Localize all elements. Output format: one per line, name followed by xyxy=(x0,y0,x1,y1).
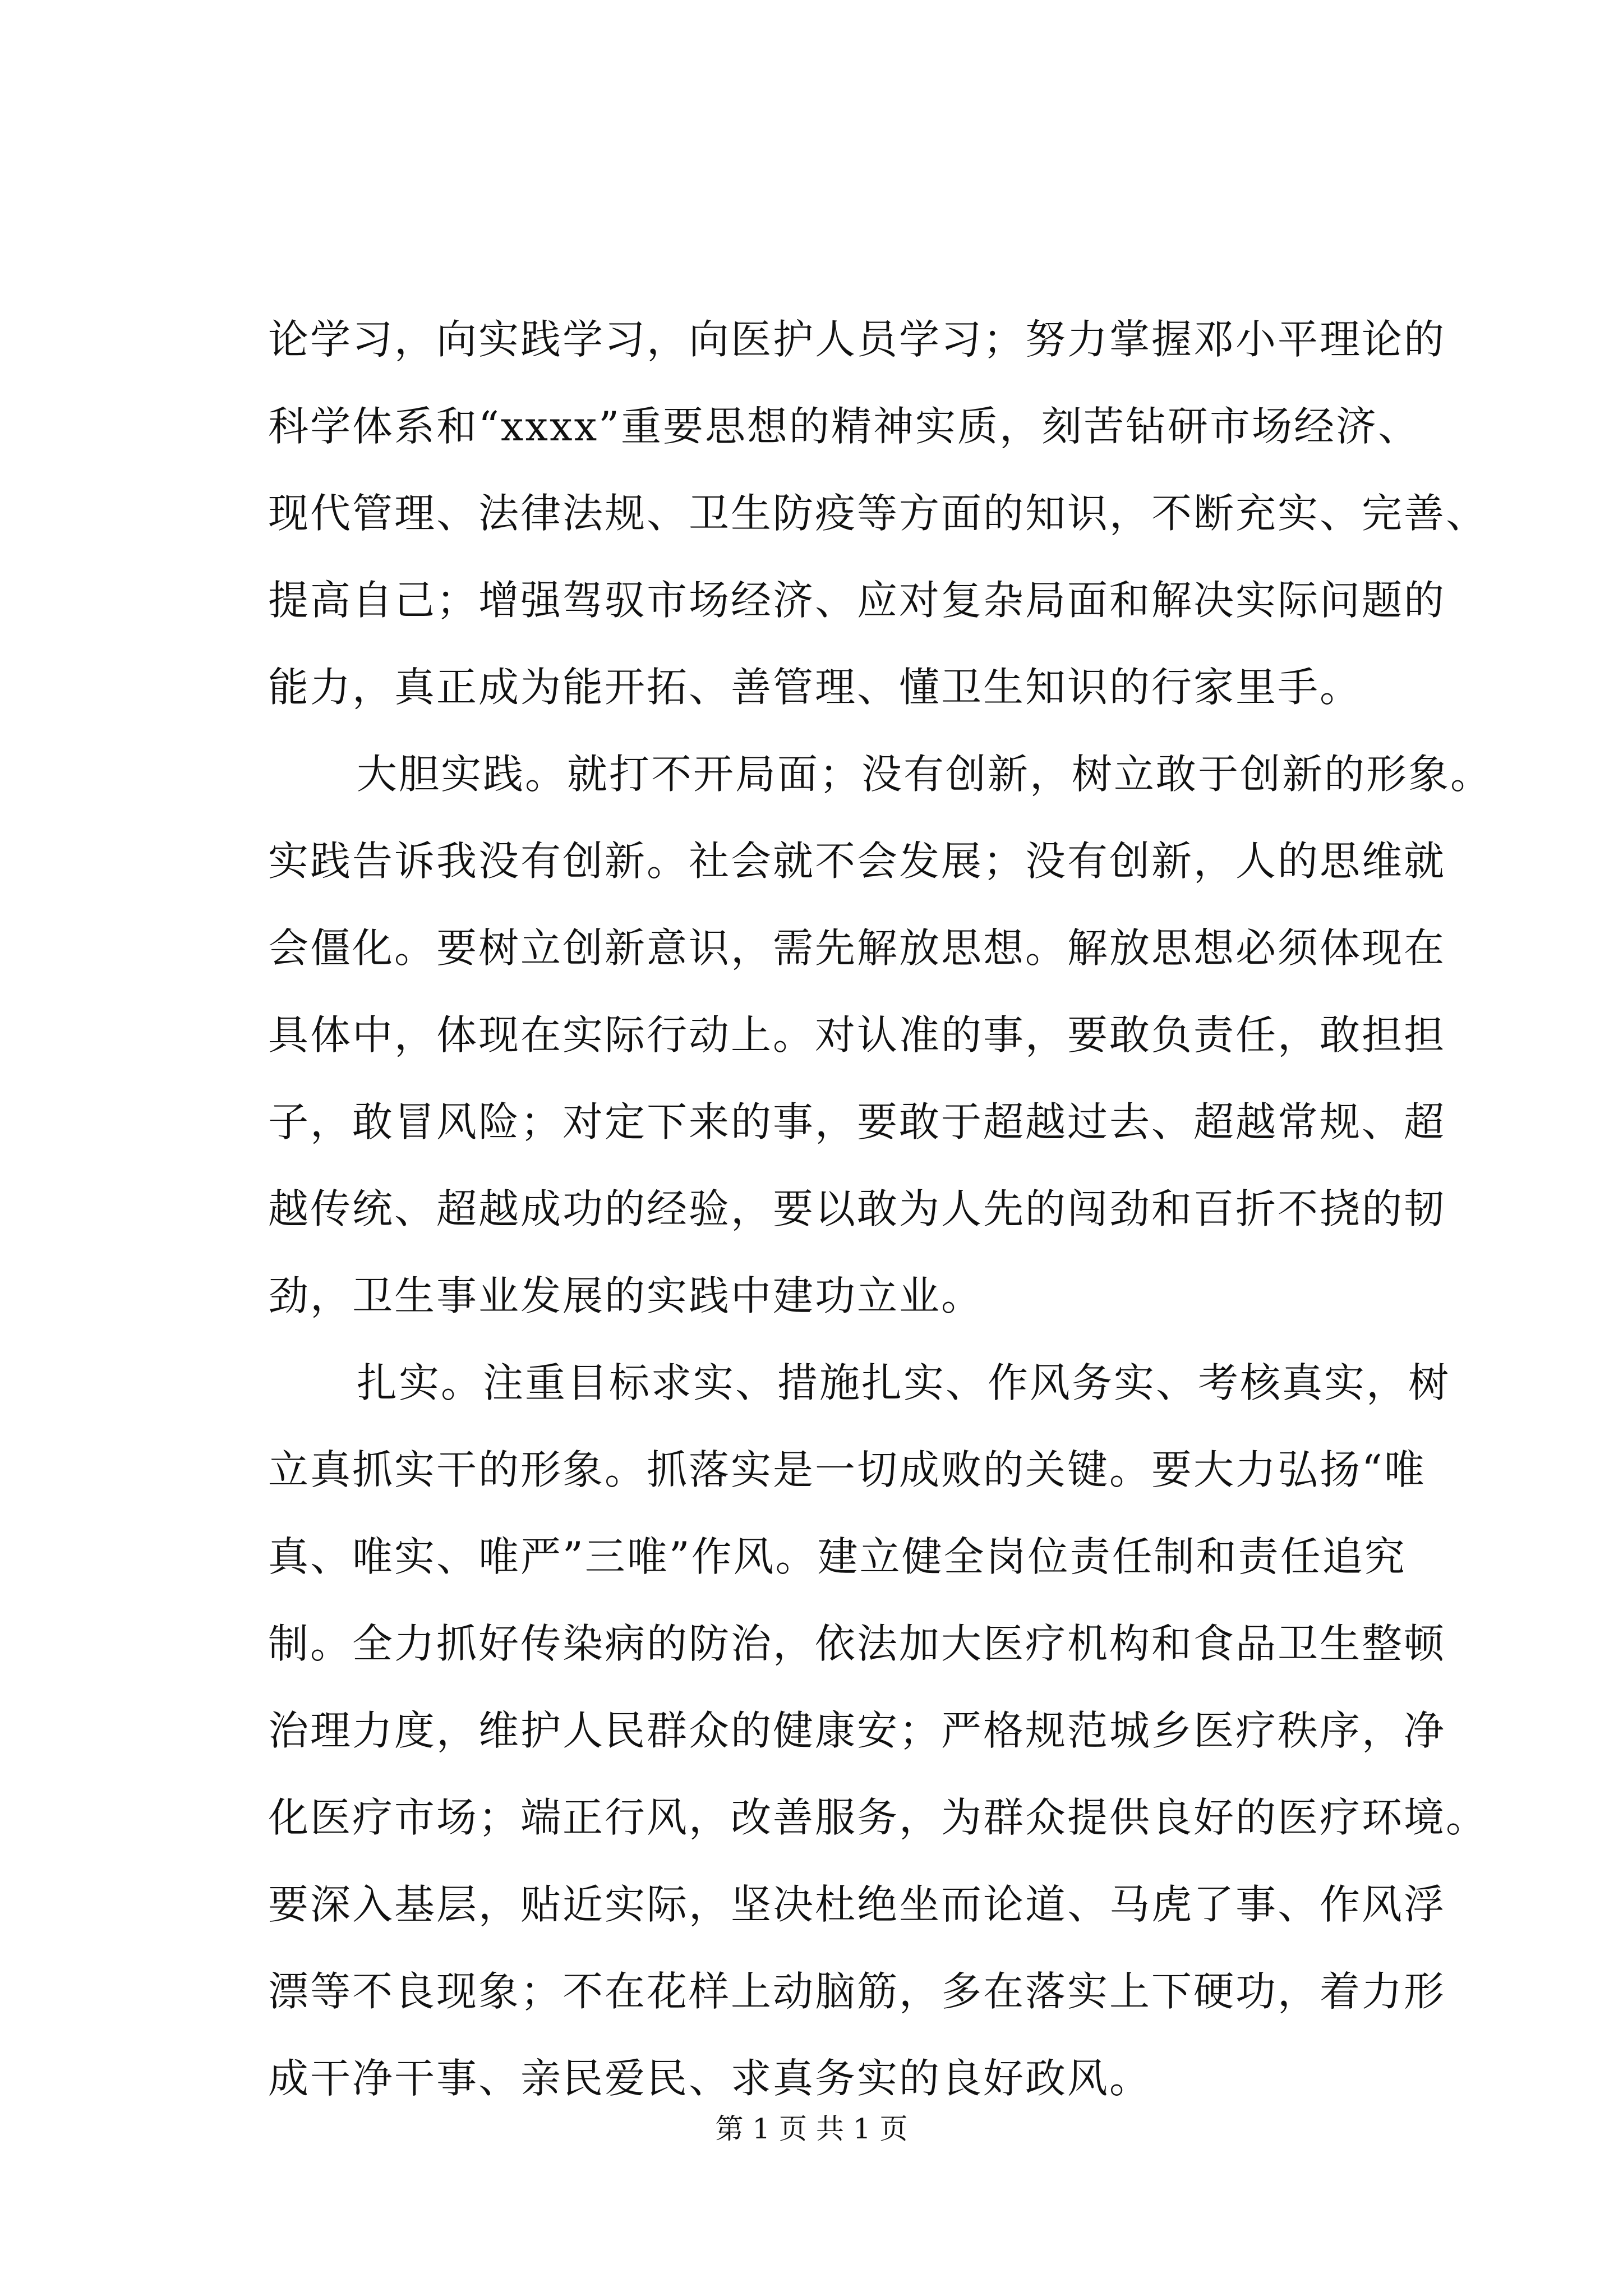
text-line: 现代管理、法律法规、卫生防疫等方面的知识，不断充实、完善、 xyxy=(268,490,1488,537)
text-line: 大胆实践。就打不开局面；没有创新，树立敢于创新的形象。 xyxy=(357,751,1493,798)
text-line: 具体中，体现在实际行动上。对认准的事，要敢负责任，敢担担 xyxy=(268,1011,1446,1059)
text-line: 劲，卫生事业发展的实践中建功立业。 xyxy=(268,1272,984,1319)
text-line: 立真抓实干的形象。抓落实是一切成败的关键。要大力弘扬“唯 xyxy=(268,1446,1426,1493)
text-line: 子，敢冒风险；对定下来的事，要敢于超越过去、超越常规、超 xyxy=(268,1098,1446,1145)
text-line: 提高自己；增强驾驭市场经济、应对复杂局面和解决实际问题的 xyxy=(268,577,1446,624)
document-body xyxy=(268,296,1493,2122)
text-line: 会僵化。要树立创新意识，需先解放思想。解放思想必须体现在 xyxy=(268,924,1446,972)
text-line: 越传统、超越成功的经验，要以敢为人先的闯劲和百折不挠的韧 xyxy=(268,1185,1446,1232)
page-number-footer: 第 1 页 共 1 页 xyxy=(715,2113,908,2145)
text-line: 扎实。注重目标求实、措施扎实、作风务实、考核真实，树 xyxy=(357,1359,1451,1406)
paragraph-1 xyxy=(268,296,1488,731)
text-line: 能力，真正成为能开拓、善管理、懂卫生知识的行家里手。 xyxy=(268,664,1362,711)
text-line: 成干净干事、亲民爱民、求真务实的良好政风。 xyxy=(268,2055,1152,2102)
text-line: 制。全力抓好传染病的防治，依法加大医疗机构和食品卫生整顿 xyxy=(268,1620,1446,1667)
text-line: 论学习，向实践学习，向医护人员学习；努力掌握邓小平理论的 xyxy=(268,316,1446,363)
text-line: 科学体系和“xxxx”重要思想的精神实质，刻苦钻研市场经济、 xyxy=(268,403,1421,450)
text-line: 治理力度，维护人民群众的健康安；严格规范城乡医疗秩序，净 xyxy=(268,1707,1446,1754)
text-line: 化医疗市场；端正行风，改善服务，为群众提供良好的医疗环境。 xyxy=(268,1794,1488,1841)
text-line: 真、唯实、唯严”三唯”作风。建立健全岗位责任制和责任追究 xyxy=(268,1533,1407,1580)
paragraph-2 xyxy=(268,731,1493,1340)
text-line: 要深入基层，贴近实际，坚决杜绝坐而论道、马虎了事、作风浮 xyxy=(268,1881,1446,1928)
text-line: 漂等不良现象；不在花样上动脑筋，多在落实上下硬功，着力形 xyxy=(268,1968,1446,2015)
paragraph-3 xyxy=(268,1340,1488,2122)
text-line: 实践告诉我没有创新。社会就不会发展；没有创新，人的思维就 xyxy=(268,838,1446,885)
